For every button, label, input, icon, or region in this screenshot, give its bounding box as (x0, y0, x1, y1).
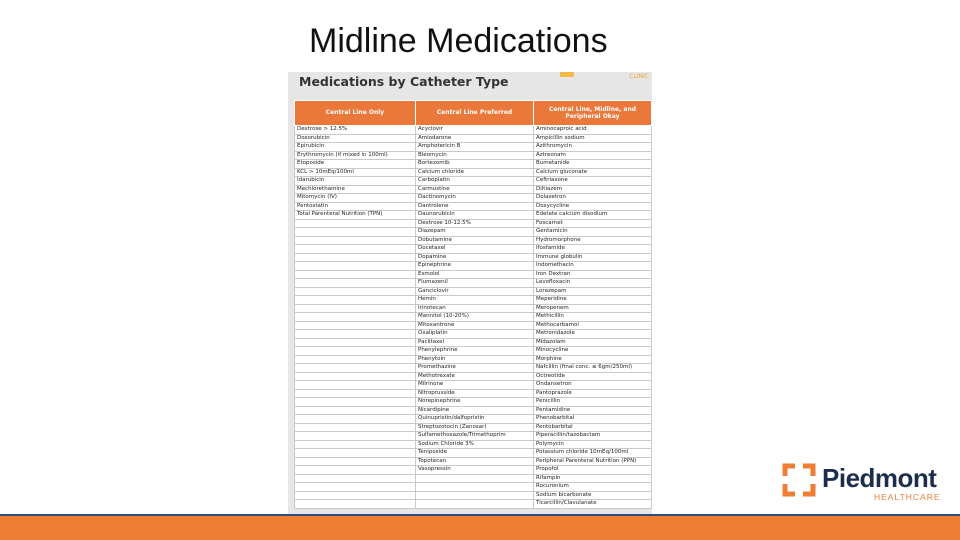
table-row (295, 279, 652, 288)
table-cell: Diltiazem (534, 185, 652, 194)
table-cell: Methotrexate (416, 372, 534, 381)
table-cell (295, 330, 416, 339)
table-row (295, 160, 652, 169)
table-cell (295, 228, 416, 237)
table-row (295, 134, 652, 143)
table-cell: Azithromycin (534, 143, 652, 152)
table-row (295, 143, 652, 152)
table-cell: KCL > 10mEq/100ml (295, 168, 416, 177)
table-cell: Rocuronium (534, 483, 652, 492)
table-cell: Epirubicin (295, 143, 416, 152)
table-cell: Ticarcillin/Clavulanate (534, 500, 652, 509)
table-cell: Nitroprusside (416, 389, 534, 398)
table-cell: Nafcillin (final conc. ≤ 6gm/250ml) (534, 364, 652, 373)
table-cell (295, 483, 416, 492)
table-row (295, 151, 652, 160)
table-cell: Lorazepam (534, 287, 652, 296)
table-cell: Foscarnet (534, 219, 652, 228)
table-cell: Oxaliplatin (416, 330, 534, 339)
table-cell: Dextrose 10-12.5% (416, 219, 534, 228)
table-cell: Methicillin (534, 313, 652, 322)
table-row (295, 440, 652, 449)
table-cell: Daunorubicin (416, 211, 534, 220)
table-cell (295, 347, 416, 356)
table-cell: Bleomycin (416, 151, 534, 160)
table-row (295, 168, 652, 177)
table-row (295, 466, 652, 475)
table-header-row (295, 101, 652, 126)
table-cell: Doxorubicin (295, 134, 416, 143)
table-cell (295, 406, 416, 415)
table-cell: Ampicillin sodium (534, 134, 652, 143)
table-row (295, 228, 652, 237)
table-row (295, 372, 652, 381)
table-cell: Diazepam (416, 228, 534, 237)
table-cell: Hydromorphone (534, 236, 652, 245)
table-cell (295, 355, 416, 364)
table-cell (416, 474, 534, 483)
table-row (295, 491, 652, 500)
table-cell: Erythromycin (if mixed in 100ml) (295, 151, 416, 160)
table-row (295, 330, 652, 339)
table-cell: Etoposide (295, 160, 416, 169)
table-cell: Streptozotocin (Zanosar) (416, 423, 534, 432)
table-cell: Penicillin (534, 398, 652, 407)
column-header: Central Line, Midline, and Peripheral Okay (534, 101, 652, 126)
brand-subtitle: HEALTHCARE (874, 492, 941, 502)
table-row (295, 457, 652, 466)
table-cell: Quinupristin/dalfopristin (416, 415, 534, 424)
table-cell: Teniposide (416, 449, 534, 458)
table-row (295, 321, 652, 330)
document-heading: Medications by Catheter Type (299, 74, 509, 89)
table-cell: Bortezomib (416, 160, 534, 169)
table-cell: Milrinone (416, 381, 534, 390)
brand-name: Piedmont (822, 463, 937, 493)
table-cell: Pentostatin (295, 202, 416, 211)
table-row (295, 177, 652, 186)
table-cell: Dopamine (416, 253, 534, 262)
table-cell: Amphotericin B (416, 143, 534, 152)
table-cell: Rifampin (534, 474, 652, 483)
table-cell (295, 415, 416, 424)
table-cell (295, 398, 416, 407)
table-cell (295, 236, 416, 245)
table-cell: Promethazine (416, 364, 534, 373)
table-cell: Mitoxantrone (416, 321, 534, 330)
table-row (295, 406, 652, 415)
medication-document-image (288, 72, 652, 515)
table-cell: Phenytoin (416, 355, 534, 364)
piedmont-mark-icon (782, 463, 816, 497)
table-row (295, 389, 652, 398)
table-cell (295, 279, 416, 288)
table-cell: Polymycin (534, 440, 652, 449)
table-cell: Acyclovir (416, 126, 534, 135)
table-cell: Potassium chloride 10mEq/100ml (534, 449, 652, 458)
footer-bar (0, 516, 960, 540)
document-mark-icon (560, 72, 574, 77)
table-cell: Norepinephrine (416, 398, 534, 407)
column-header: Central Line Preferred (416, 101, 534, 126)
table-row (295, 500, 652, 509)
table-cell: Pentobarbital (534, 423, 652, 432)
table-cell: Topotecan (416, 457, 534, 466)
table-row (295, 253, 652, 262)
table-row (295, 313, 652, 322)
table-cell: Flumazenil (416, 279, 534, 288)
table-cell: Gentamicin (534, 228, 652, 237)
table-cell: Amiodarone (416, 134, 534, 143)
table-row (295, 398, 652, 407)
table-row (295, 262, 652, 271)
table-cell: Minocycline (534, 347, 652, 356)
table-cell: Carboplatin (416, 177, 534, 186)
column-header: Central Line Only (295, 101, 416, 126)
table-body (295, 126, 652, 509)
table-cell (295, 466, 416, 475)
table-cell: Bumetanide (534, 160, 652, 169)
table-cell: Ceftriaxone (534, 177, 652, 186)
table-row (295, 415, 652, 424)
table-row (295, 449, 652, 458)
table-cell (416, 483, 534, 492)
table-cell: Immune globulin (534, 253, 652, 262)
table-cell: Pentamidine (534, 406, 652, 415)
table-cell: Nicardipine (416, 406, 534, 415)
table-cell (295, 491, 416, 500)
table-cell: Calcium gluconate (534, 168, 652, 177)
table-cell: Edetate calcium disodium (534, 211, 652, 220)
table-cell: Indomethacin (534, 262, 652, 271)
table-row (295, 211, 652, 220)
table-cell: Dextrose > 12.5% (295, 126, 416, 135)
medications-table (294, 100, 652, 509)
table-cell: Mannitol (10-20%) (416, 313, 534, 322)
table-cell: Meperidine (534, 296, 652, 305)
table-cell: Piperacillin/tazobactam (534, 432, 652, 441)
table-cell: Pantoprazole (534, 389, 652, 398)
table-cell: Phenylephrine (416, 347, 534, 356)
table-row (295, 194, 652, 203)
table-cell: Paclitaxel (416, 338, 534, 347)
table-row (295, 245, 652, 254)
table-cell: Iron Dextran (534, 270, 652, 279)
table-cell: Calcium chloride (416, 168, 534, 177)
table-row (295, 219, 652, 228)
table-cell: Metronidazole (534, 330, 652, 339)
table-cell (295, 253, 416, 262)
table-cell: Aminocaproic acid (534, 126, 652, 135)
table-cell: Methocarbamol (534, 321, 652, 330)
table-cell: Hemin (416, 296, 534, 305)
table-cell: Idarubicin (295, 177, 416, 186)
table-cell (295, 338, 416, 347)
table-cell: Dolasetron (534, 194, 652, 203)
table-cell: Peripheral Parenteral Nutrition (PPN) (534, 457, 652, 466)
table-row (295, 236, 652, 245)
table-cell (295, 313, 416, 322)
table-cell: Dactinomycin (416, 194, 534, 203)
table-cell (295, 372, 416, 381)
table-cell (295, 432, 416, 441)
table-cell: Ondansetron (534, 381, 652, 390)
table-cell (295, 449, 416, 458)
document-corner-logo: CLINIC (629, 73, 649, 80)
table-row (295, 423, 652, 432)
table-cell: Sodium bicarbonate (534, 491, 652, 500)
table-cell (295, 219, 416, 228)
table-cell: Propofol (534, 466, 652, 475)
table-row (295, 432, 652, 441)
table-row (295, 185, 652, 194)
table-row (295, 338, 652, 347)
table-cell: Doxycycline (534, 202, 652, 211)
table-cell (295, 423, 416, 432)
table-cell: Octreotide (534, 372, 652, 381)
table-cell: Mitomycin (IV) (295, 194, 416, 203)
table-cell: Sulfamethoxazole/Trimethoprim (416, 432, 534, 441)
table-cell: Docetaxel (416, 245, 534, 254)
table-row (295, 355, 652, 364)
table-row (295, 270, 652, 279)
table-cell: Sodium Chloride 3% (416, 440, 534, 449)
table-row (295, 202, 652, 211)
table-cell (295, 474, 416, 483)
table-cell: Phenobarbital (534, 415, 652, 424)
table-cell: Total Parenteral Nutrition (TPN) (295, 211, 416, 220)
table-cell: Morphine (534, 355, 652, 364)
table-row (295, 296, 652, 305)
table-cell: Dantrolene (416, 202, 534, 211)
slide-title: Midline Medications (309, 22, 608, 60)
table-cell (416, 500, 534, 509)
table-cell (295, 245, 416, 254)
table-cell (295, 457, 416, 466)
piedmont-logo (782, 463, 942, 505)
table-cell: Vasopressin (416, 466, 534, 475)
table-cell: Epinephrine (416, 262, 534, 271)
table-cell: Esmolol (416, 270, 534, 279)
table-cell: Mechlorethamine (295, 185, 416, 194)
table-cell: Ifosfamide (534, 245, 652, 254)
table-cell: Ganciclovir (416, 287, 534, 296)
table-cell: Levofloxacin (534, 279, 652, 288)
table-cell (295, 364, 416, 373)
table-cell (295, 270, 416, 279)
table-cell (295, 389, 416, 398)
table-cell: Dobutamine (416, 236, 534, 245)
table-row (295, 364, 652, 373)
table-row (295, 347, 652, 356)
table-row (295, 483, 652, 492)
table-cell: Midazolam (534, 338, 652, 347)
table-cell (295, 304, 416, 313)
table-cell (295, 440, 416, 449)
table-row (295, 287, 652, 296)
table-cell: Aztreonam (534, 151, 652, 160)
table-cell: Carmustine (416, 185, 534, 194)
table-row (295, 304, 652, 313)
table-row (295, 381, 652, 390)
table-cell (295, 296, 416, 305)
table-cell (295, 262, 416, 271)
table-cell (295, 321, 416, 330)
table-cell (295, 381, 416, 390)
table-row (295, 126, 652, 135)
table-row (295, 474, 652, 483)
table-cell (295, 287, 416, 296)
table-cell (416, 491, 534, 500)
table-cell: Irinotecan (416, 304, 534, 313)
table-cell (295, 500, 416, 509)
table-cell: Meropenem (534, 304, 652, 313)
